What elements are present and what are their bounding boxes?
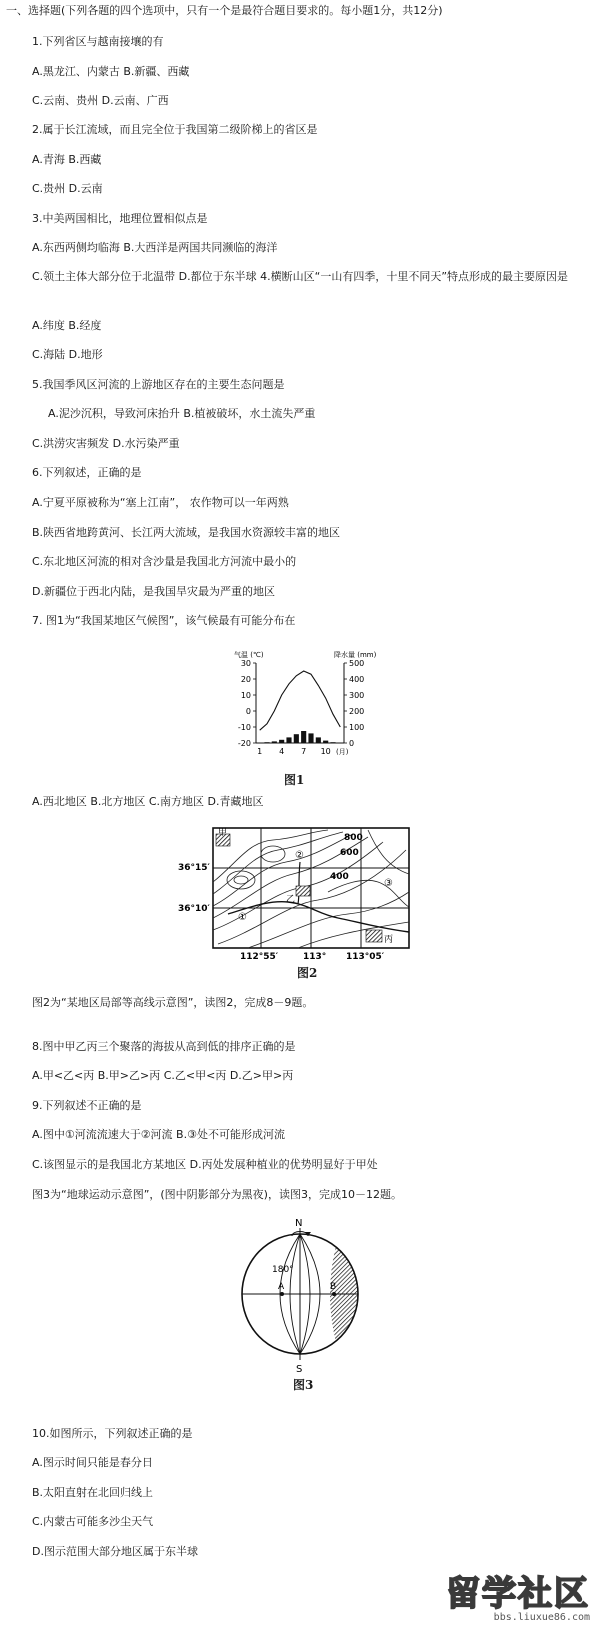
q2-options-ab: A.青海 B.西藏 xyxy=(32,153,102,166)
figure-1-caption: 图1 xyxy=(284,773,305,787)
q5-options-ab: A.泥沙沉积，导致河床抬升 B.植被破坏，水土流失严重 xyxy=(48,407,316,420)
label-yi: 乙 xyxy=(286,895,296,905)
precipitation-bar xyxy=(294,734,299,743)
left-tick-label: 30 xyxy=(240,659,251,668)
q8-options: A.甲<乙<丙 B.甲>乙>丙 C.乙<甲<丙 D.乙>甲>丙 xyxy=(32,1069,294,1082)
lat-label-bottom: 36°10′ xyxy=(178,904,210,914)
x-tick-label: 10 xyxy=(320,747,331,756)
q1-stem: 1.下列省区与越南接壤的有 xyxy=(32,35,164,48)
contour-label-600: 600 xyxy=(340,848,359,858)
figure-2-intro: 图2为“某地区局部等高线示意图”，读图2，完成8－9题。 xyxy=(32,996,314,1009)
watermark xyxy=(446,1576,590,1623)
figure-3-earth-globe xyxy=(230,1214,370,1375)
left-tick-label: 0 xyxy=(245,707,251,716)
point-b xyxy=(332,1292,336,1296)
right-tick-label: 400 xyxy=(349,675,365,684)
point-a xyxy=(280,1292,284,1296)
q10-option-c: C.内蒙古可能多沙尘天气 xyxy=(32,1515,154,1528)
right-tick-label: 0 xyxy=(349,739,355,748)
figure-2-contour-map xyxy=(178,822,418,962)
x-tick-label: 4 xyxy=(279,747,285,756)
precipitation-bar xyxy=(279,740,284,743)
contour-label-800: 800 xyxy=(344,833,363,843)
left-tick-label: -10 xyxy=(237,723,251,732)
precipitation-bar xyxy=(308,733,313,743)
figure-3-caption: 图3 xyxy=(293,1378,314,1392)
q10-option-b: B.太阳直射在北回归线上 xyxy=(32,1486,154,1499)
q6-option-d: D.新疆位于西北内陆，是我国旱灾最为严重的地区 xyxy=(32,585,275,598)
right-tick-label: 500 xyxy=(349,659,365,668)
figure-2-caption: 图2 xyxy=(297,966,318,980)
precipitation-bar xyxy=(330,742,335,743)
label-a: A xyxy=(278,1282,285,1292)
precipitation-bar xyxy=(264,742,269,743)
lon-label-1: 112°55′ xyxy=(240,952,279,962)
q2-stem: 2.属于长江流域，而且完全位于我国第二级阶梯上的省区是 xyxy=(32,123,318,136)
q9-options-ab: A.图中①河流流速大于②河流 B.③处不可能形成河流 xyxy=(32,1128,285,1141)
q5-options-cd: C.洪涝灾害频发 D.水污染严重 xyxy=(32,437,180,450)
q3-options-ab: A.东西两侧均临海 B.大西洋是两国共同濒临的海洋 xyxy=(32,241,278,254)
precipitation-bar xyxy=(316,737,321,743)
label-b: B xyxy=(330,1282,337,1292)
marker-3: ③ xyxy=(384,878,393,889)
left-tick-label: -20 xyxy=(237,739,251,748)
label-n: N xyxy=(295,1218,303,1229)
watermark-title: 留学社区 xyxy=(446,1574,590,1614)
q9-options-cd: C.该图显示的是我国北方某地区 D.丙处发展种植业的优势明显好于甲处 xyxy=(32,1158,378,1171)
q4-options-ab: A.纬度 B.经度 xyxy=(32,319,102,332)
q6-option-b: B.陕西省地跨黄河、长江两大流域，是我国水资源较丰富的地区 xyxy=(32,526,341,539)
contour-label-400: 400 xyxy=(330,872,349,882)
q9-stem: 9.下列叙述不正确的是 xyxy=(32,1099,142,1112)
x-unit-label: (月) xyxy=(336,748,349,756)
right-tick-label: 100 xyxy=(349,723,365,732)
label-180-degree: 180° xyxy=(272,1265,294,1275)
label-s: S xyxy=(296,1364,303,1375)
marker-1: ① xyxy=(238,912,247,923)
x-tick-label: 1 xyxy=(257,747,263,756)
label-bing: 丙 xyxy=(384,935,394,945)
q8-stem: 8.图中甲乙丙三个聚落的海拔从高到低的排序正确的是 xyxy=(32,1040,296,1053)
lon-label-2: 113° xyxy=(303,952,327,962)
section-header: 一、选择题(下列各题的四个选项中，只有一个是最符合题目要求的。每小题1分，共12分) xyxy=(6,4,443,17)
lon-label-3: 113°05′ xyxy=(346,952,385,962)
q6-option-c: C.东北地区河流的相对含沙量是我国北方河流中最小的 xyxy=(32,555,297,568)
left-tick-label: 10 xyxy=(240,691,251,700)
precipitation-bar xyxy=(301,731,306,743)
q5-stem: 5.我国季风区河流的上游地区存在的主要生态问题是 xyxy=(32,378,285,391)
watermark-url: bbs.liuxue86.com xyxy=(493,1612,590,1623)
precipitation-bar xyxy=(323,741,328,743)
left-tick-label: 20 xyxy=(240,675,251,684)
right-tick-label: 300 xyxy=(349,691,365,700)
x-tick-label: 7 xyxy=(301,747,307,756)
q1-options-cd: C.云南、贵州 D.云南、广西 xyxy=(32,94,169,107)
lat-label-top: 36°15′ xyxy=(178,863,210,873)
q1-options-ab: A.黑龙江、内蒙古 B.新疆、西藏 xyxy=(32,65,190,78)
q10-option-d: D.图示范围大部分地区属于东半球 xyxy=(32,1545,198,1558)
q7-options: A.西北地区 B.北方地区 C.南方地区 D.青藏地区 xyxy=(32,795,264,808)
marker-2: ② xyxy=(295,850,304,861)
settlement-bing xyxy=(366,930,382,942)
right-axis-title: 降水量 (mm) xyxy=(334,651,377,659)
right-tick-label: 200 xyxy=(349,707,365,716)
figure-3-intro: 图3为“地球运动示意图”，(图中阴影部分为黑夜)，读图3，完成10－12题。 xyxy=(32,1188,402,1201)
precipitation-bar xyxy=(286,737,291,743)
q10-option-a: A.图示时间只能是春分日 xyxy=(32,1456,153,1469)
q6-option-a: A.宁夏平原被称为“塞上江南”， 农作物可以一年两熟 xyxy=(32,496,289,509)
precipitation-bar xyxy=(272,741,277,743)
left-axis-title: 气温 (℃) xyxy=(234,651,264,659)
q3-options-cd-q4-stem: C.领土主体大部分位于北温带 D.都位于东半球 4.横断山区“一山有四季，十里不同天”特点形成的最主要原因是 xyxy=(32,270,569,283)
q4-options-cd: C.海陆 D.地形 xyxy=(32,348,103,361)
q3-stem: 3.中美两国相比，地理位置相似点是 xyxy=(32,212,208,225)
temperature-line xyxy=(260,671,341,730)
q7-stem: 7. 图1为“我国某地区气候图”，该气候最有可能分布在 xyxy=(32,614,296,627)
figure-1-climate-chart xyxy=(226,645,377,765)
q6-stem: 6.下列叙述，正确的是 xyxy=(32,466,142,479)
settlement-yi xyxy=(296,886,310,896)
label-jia: 甲 xyxy=(218,828,228,838)
q10-stem: 10.如图所示，下列叙述正确的是 xyxy=(32,1427,193,1440)
q2-options-cd: C.贵州 D.云南 xyxy=(32,182,103,195)
